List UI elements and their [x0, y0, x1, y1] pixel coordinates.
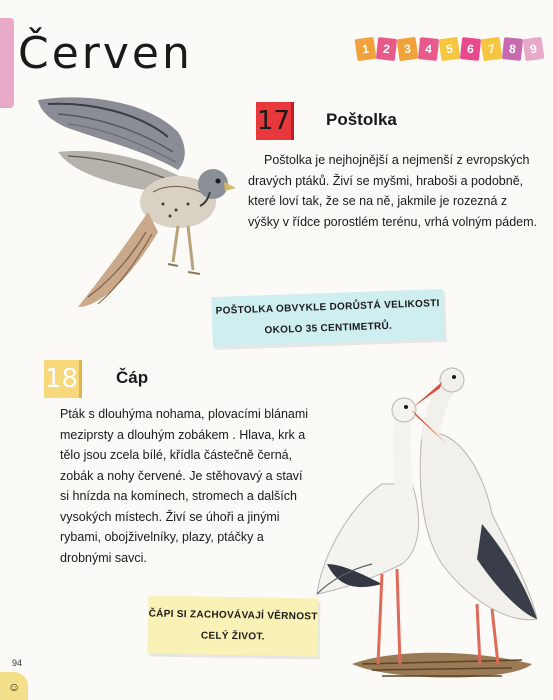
month-number-strip [356, 38, 543, 60]
month-number-box: 6 [460, 37, 481, 61]
section-title: Poštolka [326, 110, 397, 129]
section-text: Pták s dlouhýma nohama, plovacími blánami meziprsty a dlouhým zobákem . Hlava, krk a tělo jsou zcela bílé, křídla částečně černá, zobák a nohy červené. Je stěhovavý a staví si hnízda na komínech, stromech a dalších vysokých místech. Živí se úhoři a jinými rybami, obojživelníky, plazy, ptáčky a drobnými savci. [60, 407, 309, 565]
month-number-box: 8 [502, 37, 523, 61]
section-title: Čáp [116, 368, 149, 387]
fact-line: OKOLO 35 CENTIMETRŮ. [264, 320, 393, 337]
month-number-box: 5 [439, 37, 461, 61]
storks-illustration [312, 364, 552, 696]
corner-decoration [0, 672, 28, 700]
month-number-box: 4 [418, 37, 439, 61]
month-title: Červen [18, 28, 193, 79]
month-number-box: 3 [397, 37, 419, 61]
section-number-badge: 18 [44, 360, 82, 398]
month-number-box: 7 [481, 37, 503, 61]
section-number-badge: 17 [256, 102, 294, 140]
month-number-box: 9 [523, 37, 545, 61]
fact-line: ČÁPI SI ZACHOVÁVAJÍ VĚRNOST [148, 608, 318, 623]
kestrel-illustration [28, 92, 248, 314]
month-number-box: 1 [355, 37, 377, 61]
face-icon: ☺ [8, 680, 21, 694]
fact-box [211, 289, 445, 347]
fact-box [148, 596, 319, 657]
page-number: 94 [12, 658, 23, 668]
month-number-box: 2 [376, 37, 397, 61]
pink-page-tab [0, 18, 14, 108]
section-text: Poštolka je nejhojnější a nejmenší z evropských dravých ptáků. Živí se myšmi, hraboši a podobně, které loví tak, že se na ně, jakmile je rozezná z výšky v řídce porostlém terénu, vrhá volným pádem. [248, 153, 538, 229]
fact-line: POŠTOLKA OBVYKLE DORŮSTÁ VELIKOSTI [215, 298, 440, 317]
fact-line: CELÝ ŽIVOT. [200, 630, 265, 643]
